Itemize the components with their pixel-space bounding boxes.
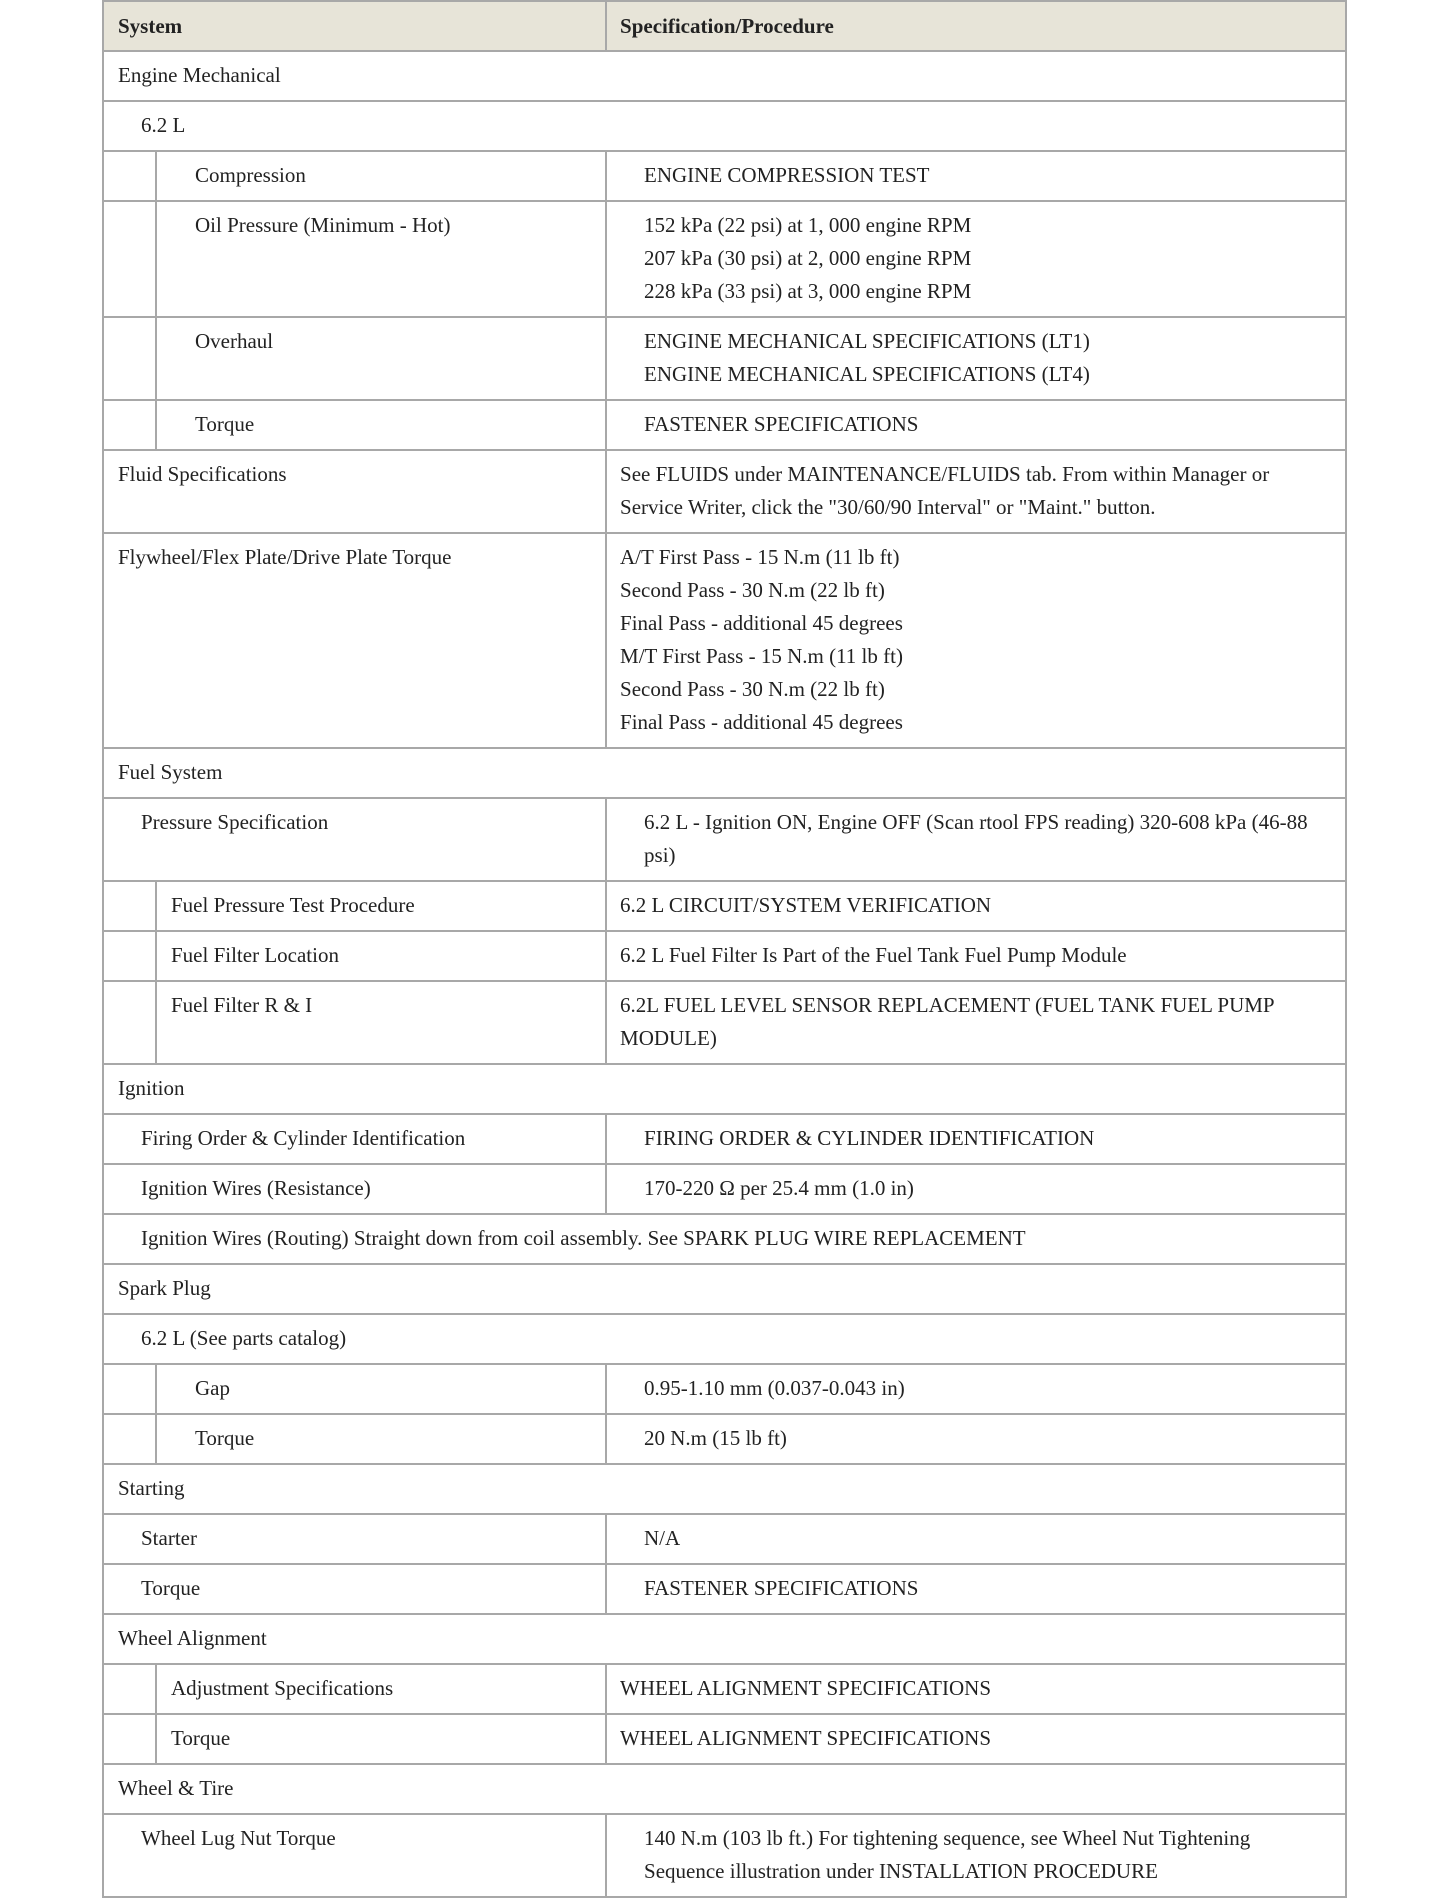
row-spec: N/A <box>606 1514 1346 1564</box>
spec-table <box>102 0 1347 1898</box>
section-row <box>103 1064 1346 1114</box>
row-label: Adjustment Specifications <box>156 1664 606 1714</box>
row-label: Compression <box>156 151 606 201</box>
spec-line: Sequence illustration under INSTALLATION PROCEDURE <box>644 1859 1158 1883</box>
spec-line: Second Pass - 30 N.m (22 lb ft) <box>620 578 885 602</box>
table-row <box>103 1214 1346 1264</box>
table-row <box>103 1814 1346 1897</box>
row-label: Fluid Specifications <box>103 450 606 533</box>
indent-cell <box>103 317 156 400</box>
indent-cell <box>103 151 156 201</box>
table-row <box>103 1164 1346 1214</box>
section-title: Engine Mechanical <box>103 51 1346 101</box>
table-row <box>103 450 1346 533</box>
table-row <box>103 1514 1346 1564</box>
row-spec: FASTENER SPECIFICATIONS <box>606 1564 1346 1614</box>
row-label: Torque <box>156 400 606 450</box>
row-label: Fuel Pressure Test Procedure <box>156 881 606 931</box>
indent-cell <box>103 201 156 317</box>
header-system: System <box>103 1 606 51</box>
table-row <box>103 881 1346 931</box>
indent-cell <box>103 981 156 1064</box>
section-row <box>103 1614 1346 1664</box>
table-row <box>103 151 1346 201</box>
table-row <box>103 931 1346 981</box>
header-spec: Specification/Procedure <box>606 1 1346 51</box>
subsection-row <box>103 101 1346 151</box>
row-label: Wheel Lug Nut Torque <box>103 1814 606 1897</box>
row-label: Flywheel/Flex Plate/Drive Plate Torque <box>103 533 606 748</box>
row-spec: 0.95-1.10 mm (0.037-0.043 in) <box>606 1364 1346 1414</box>
row-spec: WHEEL ALIGNMENT SPECIFICATIONS <box>606 1714 1346 1764</box>
table-row <box>103 798 1346 881</box>
row-spec <box>606 1814 1346 1897</box>
row-spec: FIRING ORDER & CYLINDER IDENTIFICATION <box>606 1114 1346 1164</box>
subsection-title: 6.2 L <box>103 101 1346 151</box>
row-spec: 170-220 Ω per 25.4 mm (1.0 in) <box>606 1164 1346 1214</box>
spec-line: M/T First Pass - 15 N.m (11 lb ft) <box>620 644 903 668</box>
row-label: Overhaul <box>156 317 606 400</box>
row-label: Oil Pressure (Minimum - Hot) <box>156 201 606 317</box>
section-title: Spark Plug <box>103 1264 1346 1314</box>
table-row <box>103 400 1346 450</box>
indent-cell <box>103 1714 156 1764</box>
row-label: Fuel Filter Location <box>156 931 606 981</box>
row-label: Ignition Wires (Routing) Straight down from coil assembly. See SPARK PLUG WIRE REPLACEMENT <box>103 1214 1346 1264</box>
table-row <box>103 1114 1346 1164</box>
section-title: Wheel & Tire <box>103 1764 1346 1814</box>
row-spec: WHEEL ALIGNMENT SPECIFICATIONS <box>606 1664 1346 1714</box>
row-label: Starter <box>103 1514 606 1564</box>
spec-line: Final Pass - additional 45 degrees <box>620 710 903 734</box>
header-row <box>103 1 1346 51</box>
spec-line: ENGINE MECHANICAL SPECIFICATIONS (LT4) <box>644 362 1090 386</box>
table-row <box>103 317 1346 400</box>
section-row <box>103 748 1346 798</box>
row-spec: 6.2 L CIRCUIT/SYSTEM VERIFICATION <box>606 881 1346 931</box>
row-spec <box>606 533 1346 748</box>
spec-line: Second Pass - 30 N.m (22 lb ft) <box>620 677 885 701</box>
table-row <box>103 981 1346 1064</box>
indent-cell <box>103 931 156 981</box>
section-title: Ignition <box>103 1064 1346 1114</box>
row-label: Gap <box>156 1364 606 1414</box>
section-row <box>103 1464 1346 1514</box>
row-spec <box>606 317 1346 400</box>
section-row <box>103 1764 1346 1814</box>
indent-cell <box>103 1664 156 1714</box>
section-row <box>103 1264 1346 1314</box>
spec-line: 207 kPa (30 psi) at 2, 000 engine RPM <box>644 246 972 270</box>
spec-line: Final Pass - additional 45 degrees <box>620 611 903 635</box>
table-row <box>103 533 1346 748</box>
spec-line: 152 kPa (22 psi) at 1, 000 engine RPM <box>644 213 972 237</box>
section-title: Fuel System <box>103 748 1346 798</box>
subsection-title: 6.2 L (See parts catalog) <box>103 1314 1346 1364</box>
row-label: Torque <box>156 1714 606 1764</box>
spec-line: 228 kPa (33 psi) at 3, 000 engine RPM <box>644 279 972 303</box>
indent-cell <box>103 1414 156 1464</box>
row-spec: 6.2 L - Ignition ON, Engine OFF (Scan rtool FPS reading) 320-608 kPa (46-88 psi) <box>606 798 1346 881</box>
spec-line: 140 N.m (103 lb ft.) For tightening sequence, see Wheel Nut Tightening <box>644 1826 1251 1850</box>
row-label: Firing Order & Cylinder Identification <box>103 1114 606 1164</box>
indent-cell <box>103 881 156 931</box>
spec-line: ENGINE MECHANICAL SPECIFICATIONS (LT1) <box>644 329 1090 353</box>
row-spec <box>606 201 1346 317</box>
row-label: Pressure Specification <box>103 798 606 881</box>
spec-line: A/T First Pass - 15 N.m (11 lb ft) <box>620 545 900 569</box>
row-spec: FASTENER SPECIFICATIONS <box>606 400 1346 450</box>
table-row <box>103 1364 1346 1414</box>
table-row <box>103 1414 1346 1464</box>
table-row <box>103 1564 1346 1614</box>
row-label: Torque <box>103 1564 606 1614</box>
section-title: Starting <box>103 1464 1346 1514</box>
row-spec: 6.2L FUEL LEVEL SENSOR REPLACEMENT (FUEL TANK FUEL PUMP MODULE) <box>606 981 1346 1064</box>
row-spec: 6.2 L Fuel Filter Is Part of the Fuel Tank Fuel Pump Module <box>606 931 1346 981</box>
row-spec: See FLUIDS under MAINTENANCE/FLUIDS tab. From within Manager or Service Writer, click the "30/60/90 Interval" or "Maint." button. <box>606 450 1346 533</box>
subsection-row <box>103 1314 1346 1364</box>
row-spec: 20 N.m (15 lb ft) <box>606 1414 1346 1464</box>
row-label: Fuel Filter R & I <box>156 981 606 1064</box>
row-spec: ENGINE COMPRESSION TEST <box>606 151 1346 201</box>
section-title: Wheel Alignment <box>103 1614 1346 1664</box>
table-row <box>103 201 1346 317</box>
row-label: Torque <box>156 1414 606 1464</box>
indent-cell <box>103 1364 156 1414</box>
table-row <box>103 1714 1346 1764</box>
indent-cell <box>103 400 156 450</box>
table-row <box>103 1664 1346 1714</box>
row-label: Ignition Wires (Resistance) <box>103 1164 606 1214</box>
section-row <box>103 51 1346 101</box>
